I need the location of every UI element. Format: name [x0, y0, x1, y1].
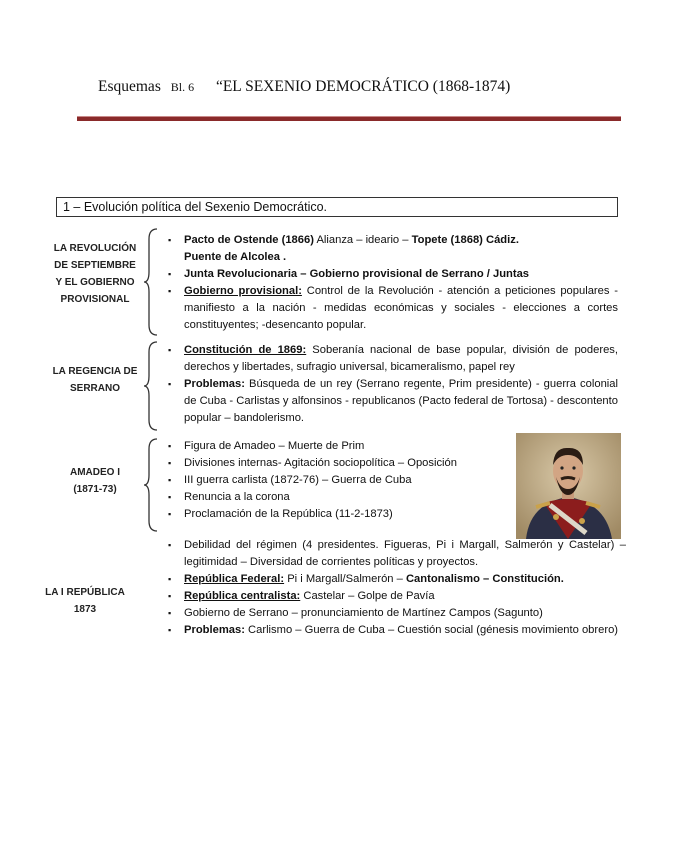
list-item	[166, 489, 511, 506]
list-item	[166, 266, 618, 283]
side-line: 1873	[73, 604, 97, 615]
list-republica	[166, 537, 626, 639]
list-item-text: Pacto de Ostende (1866)	[184, 234, 314, 246]
side-line: (1871-73)	[73, 484, 117, 495]
list-item	[166, 506, 511, 523]
list-item-text: Divisiones internas- Agitación sociopolítica – Oposición	[184, 457, 457, 469]
list-item	[166, 588, 626, 605]
list-item	[166, 605, 626, 622]
list-item-text: Cantonalismo – Constitución.	[405, 573, 564, 585]
list-item	[166, 376, 618, 427]
side-line: LA REVOLUCIÓN	[53, 243, 137, 254]
side-label-republica	[35, 584, 135, 618]
list-item-text: Soberanía nacional de base popular, división de poderes, derechos y libertades, sufragio universal, bicameralismo, papel rey	[184, 344, 618, 373]
list-item-text: Figura de Amadeo – Muerte de Prim	[184, 440, 365, 452]
brace-icon	[143, 227, 159, 337]
list-item	[166, 232, 618, 266]
list-item-text: Constitución de 1869:	[184, 344, 307, 356]
header-rule	[77, 116, 621, 121]
list-item-text: Topete (1868) Cádiz.	[411, 234, 519, 246]
list-item-text: Proclamación de la República (11-2-1873)	[184, 508, 393, 520]
header-label: Esquemas	[98, 78, 161, 95]
list-regencia	[166, 342, 618, 427]
side-line: PROVISIONAL	[60, 294, 130, 305]
list-item	[166, 571, 626, 588]
list-item-text: República centralista:	[184, 590, 301, 602]
side-line: LA REGENCIA DE	[52, 366, 138, 377]
list-item	[166, 342, 618, 376]
side-line: Y EL GOBIERNO	[55, 277, 135, 288]
header-title: “EL SEXENIO DEMOCRÁTICO (1868-1874)	[215, 78, 511, 95]
portrait-amadeo-image	[516, 433, 621, 539]
brace-icon	[143, 340, 159, 432]
side-line: AMADEO I	[70, 467, 120, 478]
side-label-amadeo	[45, 464, 145, 498]
list-item-text: Castelar – Golpe de Pavía	[300, 590, 435, 602]
list-item	[166, 622, 626, 639]
list-item-text: Problemas:	[184, 378, 245, 390]
side-line: LA I REPÚBLICA	[45, 587, 125, 598]
list-item-text: Debilidad del régimen (4 presidentes. Figueras, Pi i Margall, Salmerón y Castelar) – legitimidad – Diversidad de corrientes políticas y proyectos.	[184, 539, 626, 568]
list-item-text: Puente de Alcolea .	[184, 251, 287, 263]
list-item	[166, 455, 511, 472]
brace-icon	[143, 437, 159, 533]
side-label-revolucion	[45, 240, 145, 308]
list-item-text: República Federal:	[184, 573, 285, 585]
header-bl: Bl. 6	[170, 80, 195, 94]
list-item-text: III guerra carlista (1872-76) – Guerra de Cuba	[184, 474, 412, 486]
list-item	[166, 438, 511, 455]
side-line: DE SEPTIEMBRE	[54, 260, 136, 271]
side-label-regencia	[45, 363, 145, 397]
list-item-text: Control de la Revolución - atención a peticiones populares - manifiesto a la nación - medidas económicas y sociales - elecciones a cortes constituyentes; -desencanto popular.	[184, 285, 618, 331]
list-item-text: Junta Revolucionaria – Gobierno provisional de Serrano / Juntas	[184, 268, 530, 280]
list-item-text: Alianza – ideario –	[313, 234, 412, 246]
list-item-text: Renuncia a la corona	[184, 491, 290, 503]
list-item-text: Búsqueda de un rey (Serrano regente, Prim presidente) - guerra colonial de Cuba - Carlistas y alfonsinos - republicanos (Pacto federal de Tortosa) - descontento popular – bandolerismo.	[184, 378, 618, 424]
side-line: SERRANO	[69, 383, 120, 394]
list-amadeo	[166, 438, 511, 523]
list-item	[166, 537, 626, 571]
list-item-text: Gobierno de Serrano – pronunciamiento de Martínez Campos (Sagunto)	[184, 607, 543, 619]
section-title-box	[56, 197, 618, 217]
list-item	[166, 472, 511, 489]
list-item-text: Pi i Margall/Salmerón –	[284, 573, 406, 585]
section-title: 1 – Evolución política del Sexenio Democrático.	[63, 200, 328, 214]
list-item	[166, 283, 618, 334]
list-item-text: Problemas:	[184, 624, 245, 636]
list-item-text: Carlismo – Guerra de Cuba – Cuestión social (génesis movimiento obrero)	[244, 624, 619, 636]
page-header	[98, 78, 510, 96]
list-revolucion	[166, 232, 618, 334]
list-item-text: Gobierno provisional:	[184, 285, 302, 297]
